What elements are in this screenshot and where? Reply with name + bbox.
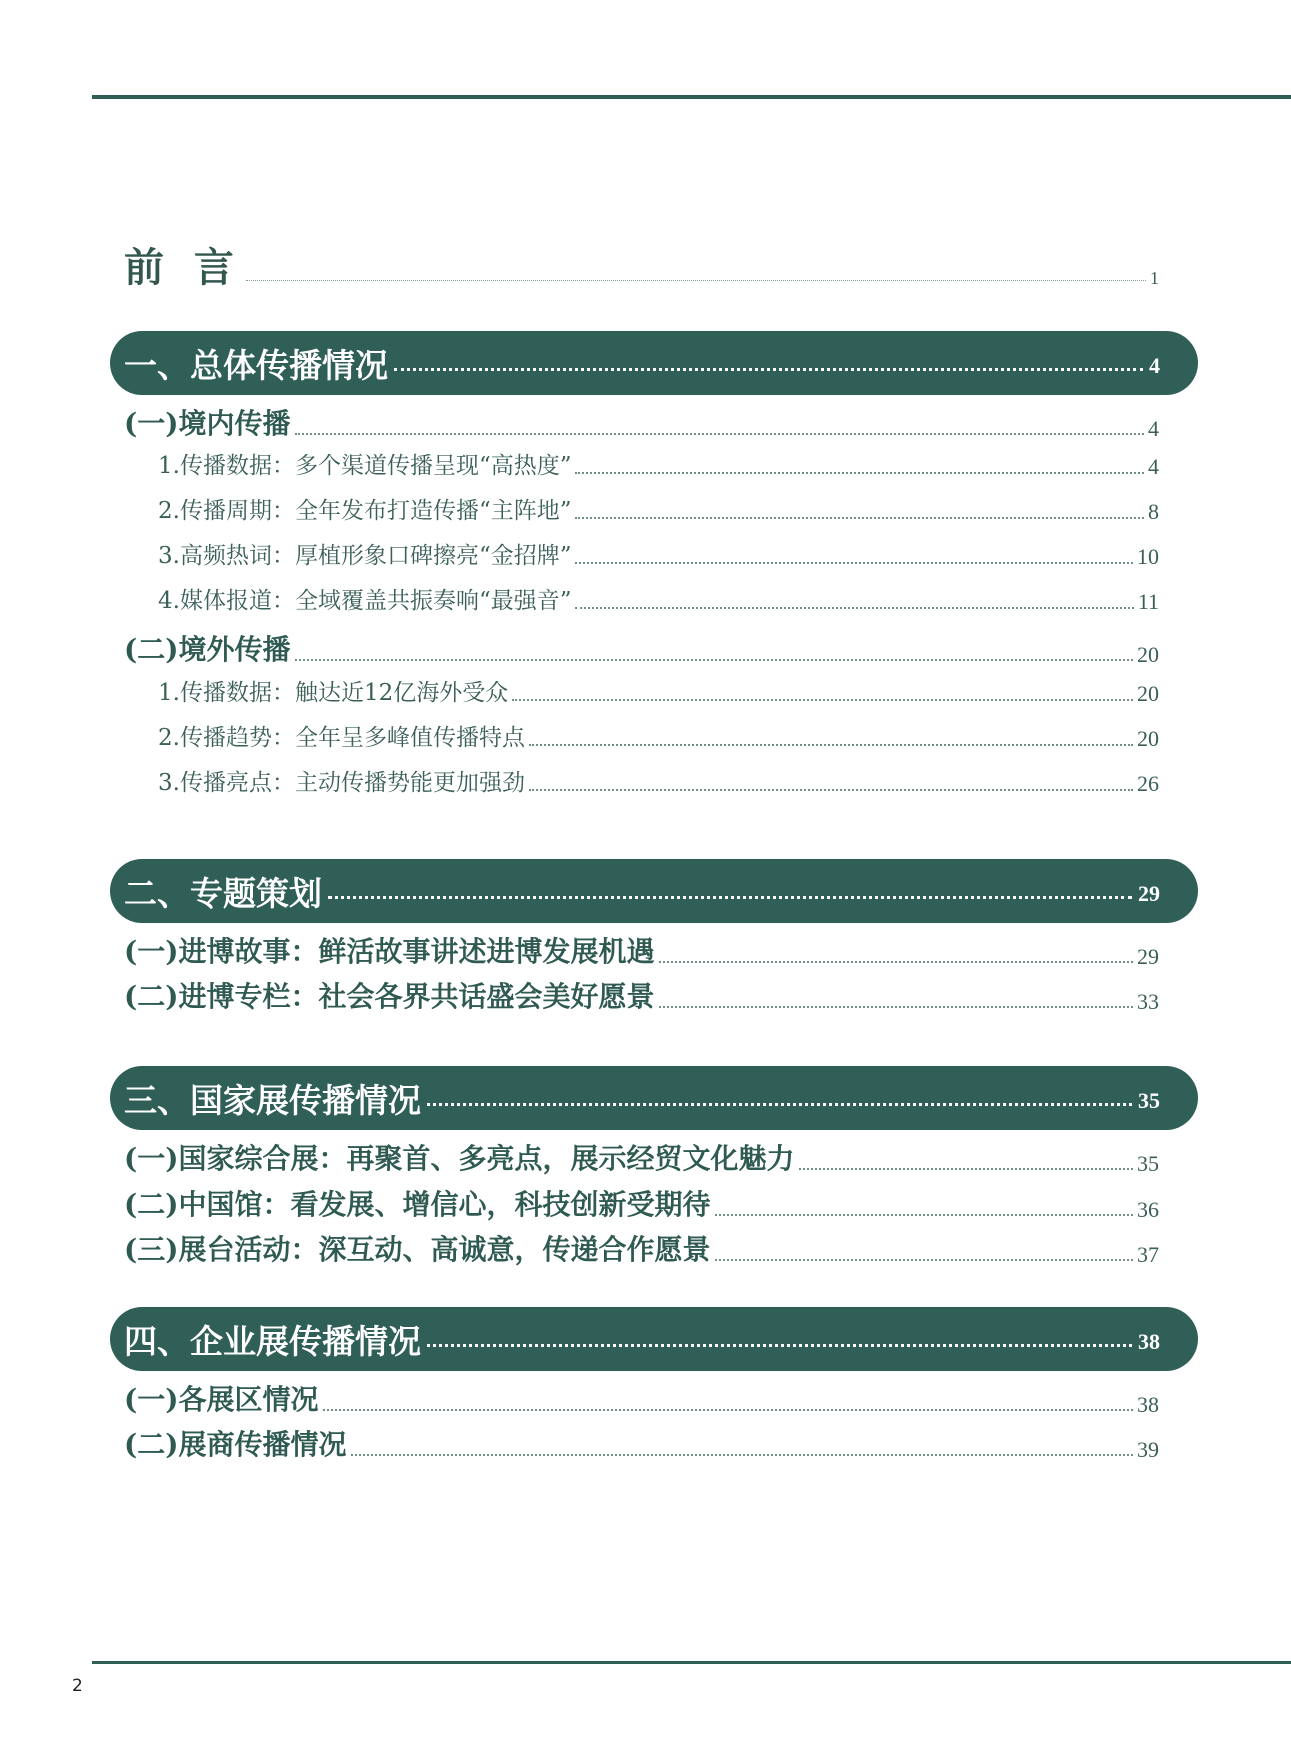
toc-section[interactable] [124, 975, 1159, 1015]
dot-leader [575, 517, 1144, 519]
dot-leader [659, 1006, 1134, 1008]
item-page-number: 8 [1148, 499, 1159, 524]
toc-section[interactable] [124, 1228, 1159, 1268]
toc-chapter-2[interactable] [110, 859, 1198, 923]
dot-leader [529, 744, 1133, 746]
section-title: (一)进博故事：鲜活故事讲述进博发展机遇 [124, 935, 655, 968]
item-page-number: 26 [1137, 771, 1159, 796]
chapter-title: 四、企业展传播情况 [124, 1321, 421, 1361]
toc-chapter-3[interactable] [110, 1066, 1198, 1130]
item-title: 1.传播数据：触达近12亿海外受众 [158, 680, 509, 706]
dot-leader [427, 1344, 1132, 1347]
section-title: (二)中国馆：看发展、增信心，科技创新受期待 [124, 1188, 711, 1221]
item-page-number: 10 [1137, 544, 1159, 569]
item-title: 2.传播周期：全年发布打造传播“主阵地” [158, 498, 572, 524]
section-page-number: 35 [1137, 1151, 1159, 1176]
section-title: (一)国家综合展：再聚首、多亮点，展示经贸文化魅力 [124, 1142, 795, 1175]
toc-section[interactable] [124, 628, 1159, 668]
toc-item[interactable] [158, 582, 1159, 615]
dot-leader [295, 659, 1134, 661]
section-page-number: 20 [1137, 642, 1159, 667]
toc-item[interactable] [158, 537, 1159, 570]
section-title: (二)境外传播 [124, 633, 291, 666]
toc-item[interactable] [158, 447, 1159, 480]
chapter-page-number: 38 [1138, 1329, 1160, 1354]
section-page-number: 38 [1137, 1392, 1159, 1417]
toc-chapter-4[interactable] [110, 1307, 1198, 1371]
dot-leader [323, 1409, 1134, 1411]
section-page-number: 37 [1137, 1242, 1159, 1267]
section-title: (二)进博专栏：社会各界共话盛会美好愿景 [124, 980, 655, 1013]
dot-leader [427, 1103, 1132, 1106]
dot-leader [715, 1259, 1134, 1261]
item-title: 2.传播趋势：全年呈多峰值传播特点 [158, 725, 525, 751]
dot-leader [659, 961, 1134, 963]
dot-leader [715, 1214, 1134, 1216]
dot-leader [575, 607, 1133, 609]
toc-item[interactable] [158, 492, 1159, 525]
section-page-number: 33 [1137, 989, 1159, 1014]
chapter-page-number: 29 [1138, 881, 1160, 906]
toc-page-number: 1 [1150, 268, 1159, 288]
toc-section[interactable] [124, 1378, 1159, 1418]
chapter-page-number: 4 [1149, 353, 1160, 378]
toc-entry-foreword[interactable] [124, 236, 1159, 293]
dot-leader [575, 562, 1133, 564]
chapter-title: 一、总体传播情况 [124, 345, 388, 385]
dot-leader [575, 472, 1144, 474]
dot-leader [512, 699, 1133, 701]
chapter-title: 二、专题策划 [124, 873, 322, 913]
item-page-number: 20 [1137, 681, 1159, 706]
section-page-number: 29 [1137, 944, 1159, 969]
page-number: 2 [72, 1676, 83, 1696]
dot-leader [246, 280, 1146, 281]
item-title: 3.高频热词：厚植形象口碑擦亮“金招牌” [158, 543, 572, 569]
section-title: (三)展台活动：深互动、高诚意，传递合作愿景 [124, 1233, 711, 1266]
item-title: 1.传播数据：多个渠道传播呈现“高热度” [158, 453, 572, 479]
section-title: (一)境内传播 [124, 407, 291, 440]
dot-leader [295, 433, 1145, 435]
chapter-title: 三、国家展传播情况 [124, 1080, 421, 1120]
footer-rule [92, 1661, 1291, 1664]
section-page-number: 39 [1137, 1437, 1159, 1462]
section-title: (二)展商传播情况 [124, 1428, 347, 1461]
toc-section[interactable] [124, 402, 1159, 442]
section-page-number: 36 [1137, 1197, 1159, 1222]
toc-chapter-1[interactable] [110, 331, 1198, 395]
dot-leader [394, 368, 1143, 371]
dot-leader [328, 896, 1132, 899]
item-page-number: 4 [1148, 454, 1159, 479]
header-rule [92, 95, 1291, 99]
toc-section[interactable] [124, 1183, 1159, 1223]
item-title: 3.传播亮点：主动传播势能更加强劲 [158, 770, 525, 796]
toc-item[interactable] [158, 674, 1159, 707]
item-title: 4.媒体报道：全域覆盖共振奏响“最强音” [158, 588, 572, 614]
toc-item[interactable] [158, 719, 1159, 752]
section-title: (一)各展区情况 [124, 1383, 319, 1416]
dot-leader [799, 1168, 1134, 1170]
chapter-page-number: 35 [1138, 1088, 1160, 1113]
toc-item[interactable] [158, 764, 1159, 797]
section-page-number: 4 [1148, 416, 1159, 441]
toc-entry-label: 前 言 [124, 244, 242, 291]
toc-section[interactable] [124, 1137, 1159, 1177]
toc-section[interactable] [124, 930, 1159, 970]
toc-section[interactable] [124, 1423, 1159, 1463]
item-page-number: 20 [1137, 726, 1159, 751]
dot-leader [351, 1454, 1134, 1456]
dot-leader [529, 789, 1133, 791]
item-page-number: 11 [1137, 589, 1159, 614]
